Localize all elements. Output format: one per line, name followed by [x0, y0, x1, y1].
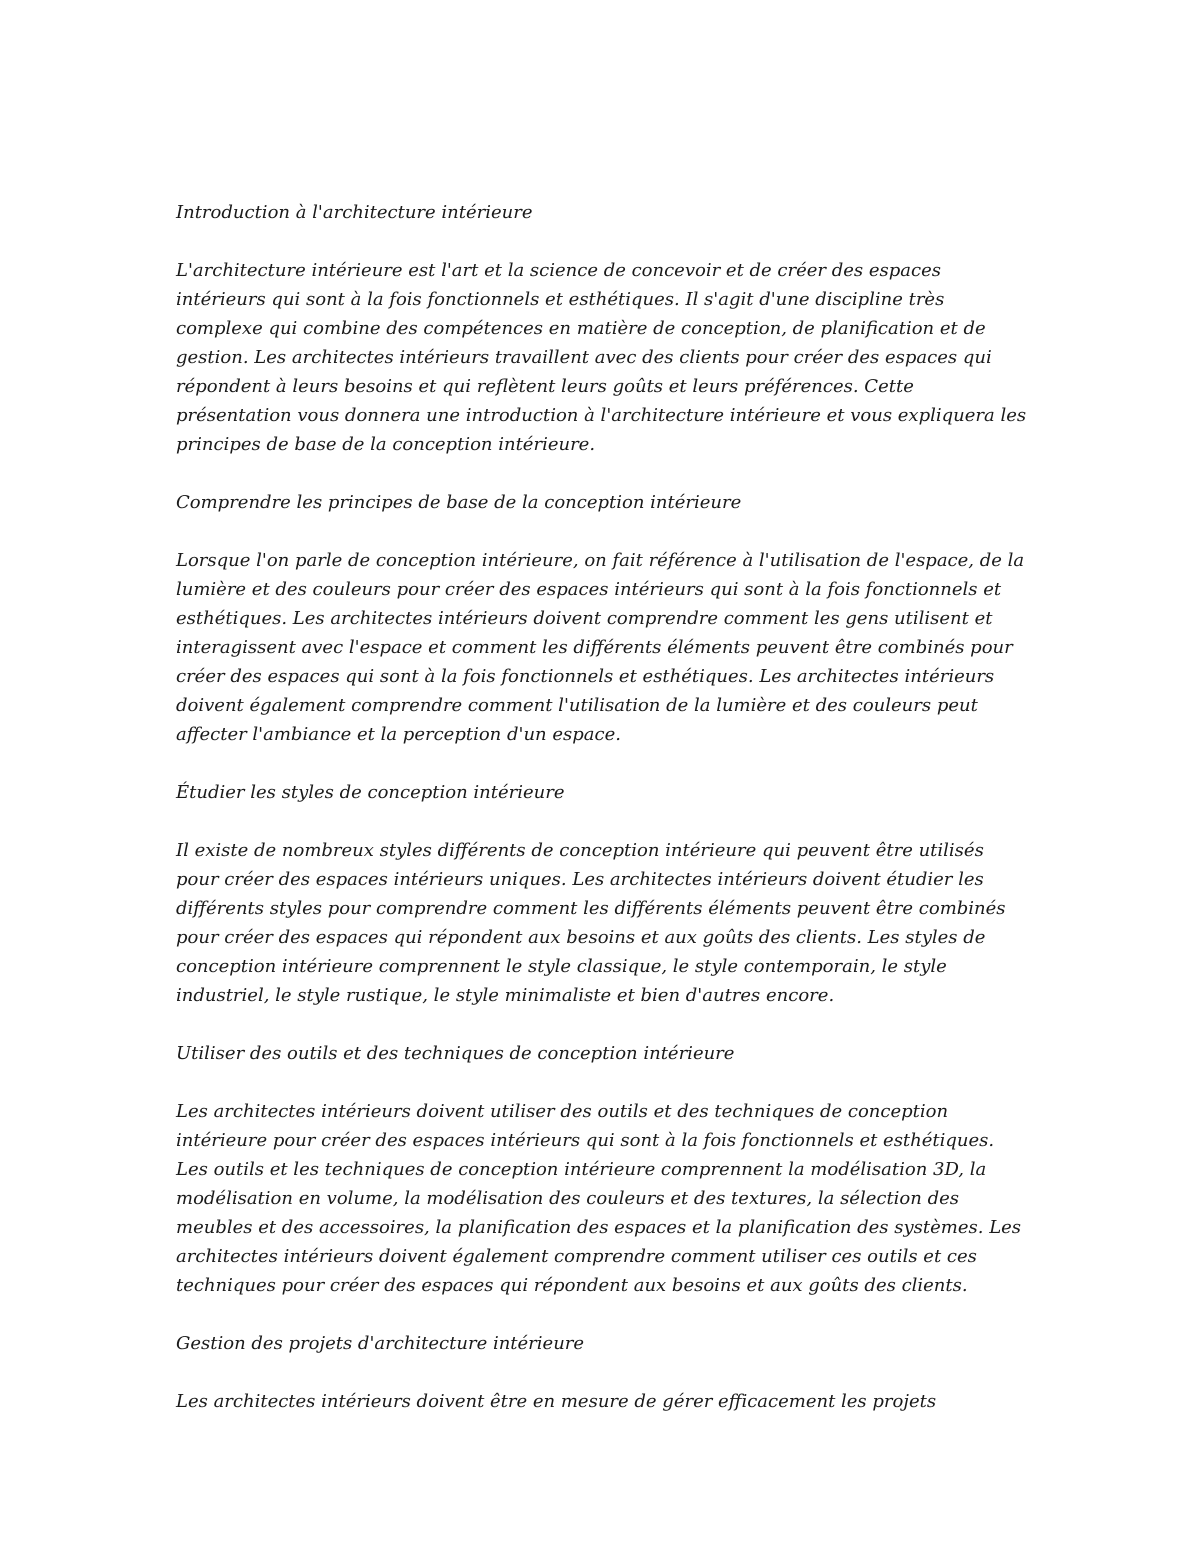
- section-heading-outils: Utiliser des outils et des techniques de conception intérieure: [176, 1043, 735, 1064]
- paragraph-introduction: L'architecture intérieure est l'art et la science de concevoir et de créer des espaces intérieurs qui sont à la fois fonctionnels et esthétiques. Il s'agit d'une discipline très complexe qui combine des compétences en matière de conception, de planification et de gestion. Les architectes intérieurs travaillent avec des clients pour créer des espaces qui répondent à leurs besoins et qui reflètent leurs goûts et leurs préférences. Cette présentation vous donnera une introduction à l'architecture intérieure et vous expliquera les principes de base de la conception intérieure.: [176, 260, 1027, 455]
- section-heading-principes: Comprendre les principes de base de la conception intérieure: [176, 492, 742, 513]
- paragraph-styles: Il existe de nombreux styles différents de conception intérieure qui peuvent être utilisés pour créer des espaces intérieurs uniques. Les architectes intérieurs doivent étudier les différents styles pour comprendre comment les différents éléments peuvent être combinés pour créer des espaces qui répondent aux besoins et aux goûts des clients. Les styles de conception intérieure comprennent le style classique, le style contemporain, le style industriel, le style rustique, le style minimaliste et bien d'autres encore.: [176, 840, 1006, 1006]
- paragraph-outils: Les architectes intérieurs doivent utiliser des outils et des techniques de conception intérieure pour créer des espaces intérieurs qui sont à la fois fonctionnels et esthétiques. Les outils et les techniques de conception intérieure comprennent la modélisation 3D, la modélisation en volume, la modélisation des couleurs et des textures, la sélection des meubles et des accessoires, la planification des espaces et la planification des systèmes. Les architectes intérieurs doivent également comprendre comment utiliser ces outils et ces techniques pour créer des espaces qui répondent aux besoins et aux goûts des clients.: [176, 1101, 1022, 1296]
- section-heading-styles: Étudier les styles de conception intérieure: [176, 782, 565, 803]
- section-heading-gestion: Gestion des projets d'architecture intérieure: [176, 1333, 585, 1354]
- paragraph-principes: Lorsque l'on parle de conception intérieure, on fait référence à l'utilisation de l'espace, de la lumière et des couleurs pour créer des espaces intérieurs qui sont à la fois fonctionnels et esthétiques. Les architectes intérieurs doivent comprendre comment les gens utilisent et interagissent avec l'espace et comment les différents éléments peuvent être combinés pour créer des espaces qui sont à la fois fonctionnels et esthétiques. Les architectes intérieurs doivent également comprendre comment l'utilisation de la lumière et des couleurs peut affecter l'ambiance et la perception d'un espace.: [176, 550, 1025, 745]
- paragraph-gestion: Les architectes intérieurs doivent être en mesure de gérer efficacement les projets: [176, 1391, 937, 1412]
- document-body: [176, 198, 1028, 1445]
- section-heading-introduction: Introduction à l'architecture intérieure: [176, 202, 533, 223]
